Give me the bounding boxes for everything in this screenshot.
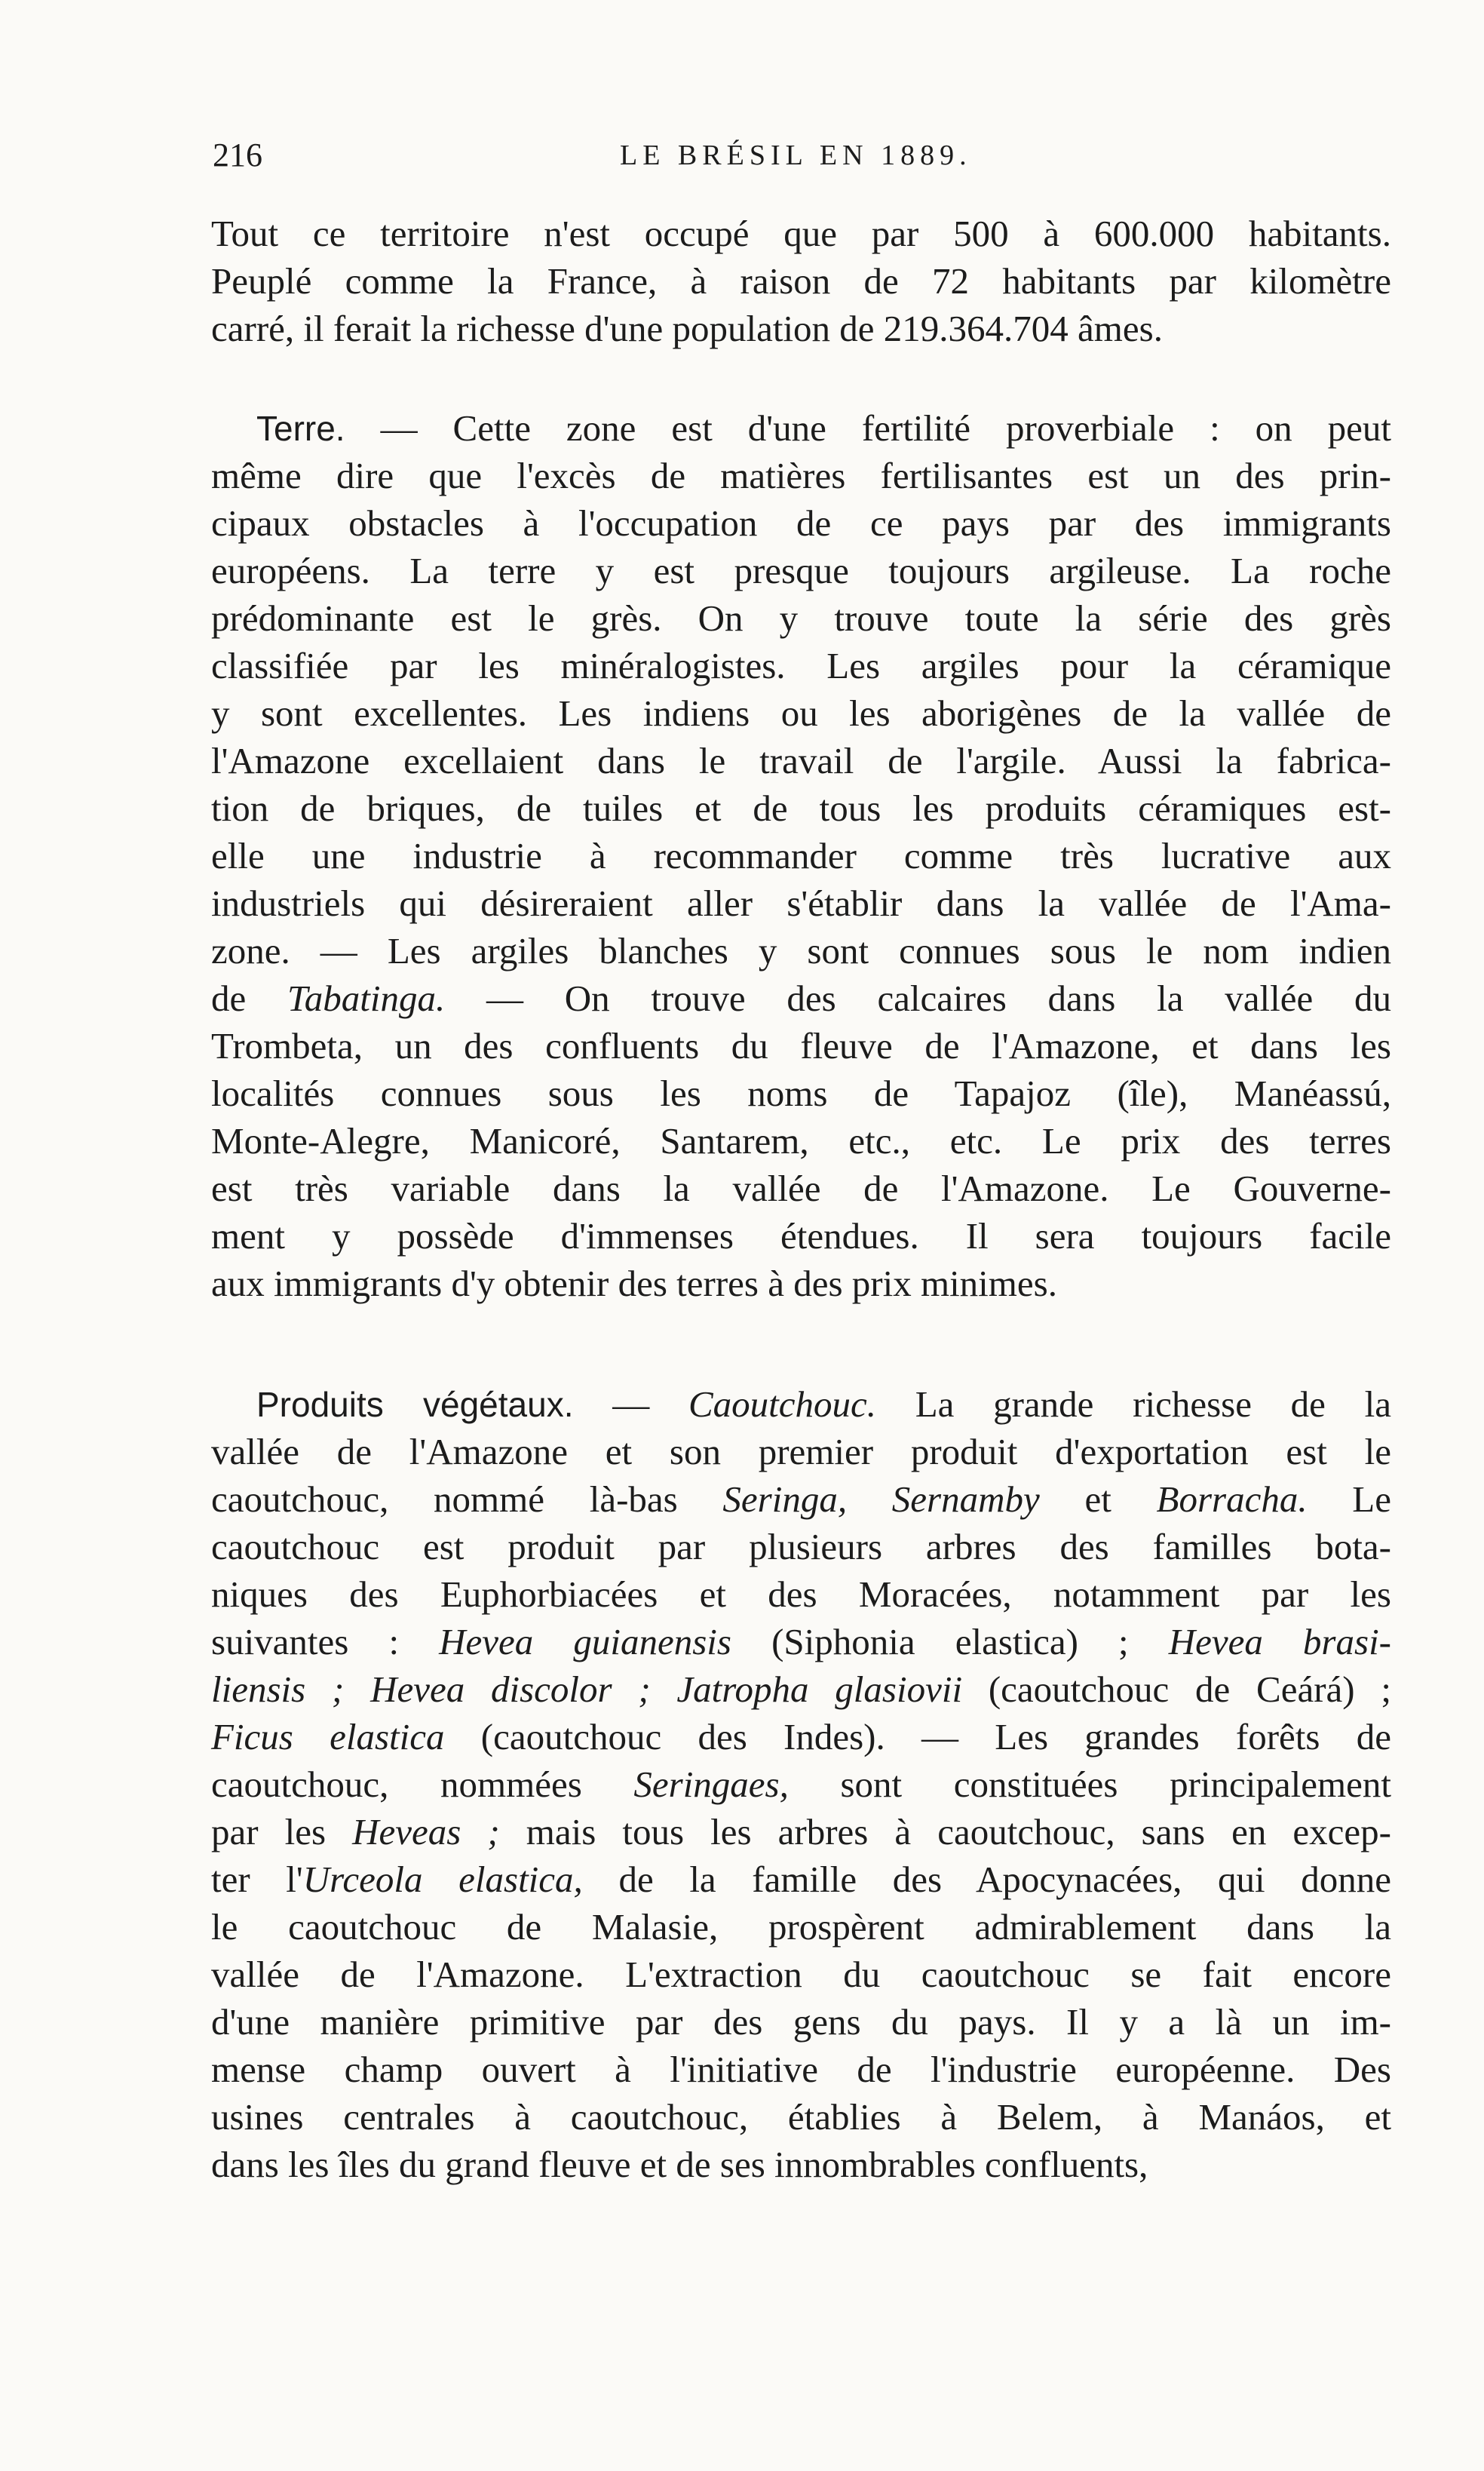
text-segment: localités connues sous les noms de Tapajoz (île), Manéassú,: [211, 1073, 1391, 1114]
text-segment: — On trouve des calcaires dans la vallée du: [445, 978, 1391, 1019]
text-segment: par les: [211, 1811, 353, 1852]
text-line: [211, 1570, 1391, 1618]
text-segment: (caoutchouc des Indes). — Les grandes forêts de: [444, 1716, 1391, 1757]
text-line: [211, 1117, 1391, 1165]
text-segment: La grande richesse de la: [875, 1383, 1392, 1425]
text-segment: y sont excellentes. Les indiens ou les aborigènes de la vallée de: [211, 692, 1391, 734]
text-segment: mais tous les arbres à caoutchouc, sans en excep-: [499, 1811, 1391, 1852]
text-line: [211, 1618, 1391, 1665]
text-segment: classifiée par les minéralogistes. Les argiles pour la céramique: [211, 645, 1391, 686]
text-line: [211, 2141, 1391, 2188]
text-segment: européens. La terre y est presque toujours argileuse. La roche: [211, 550, 1391, 591]
text-line: [211, 1165, 1391, 1212]
text-segment: cipaux obstacles à l'occupation de ce pays par des immigrants: [211, 502, 1391, 544]
text-segment: — Cette zone est d'une fertilité proverbiale : on peut: [345, 407, 1391, 449]
italic-text: Seringa, Sernamby: [722, 1478, 1040, 1520]
text-segment: Tout ce territoire n'est occupé que par 500 à 600.000 habitants.: [211, 213, 1391, 254]
text-line: [211, 1523, 1391, 1570]
text-segment: Trombeta, un des confluents du fleuve de l'Amazone, et dans les: [211, 1025, 1391, 1067]
paragraph-produits-vegetaux: [211, 1380, 1391, 2188]
text-segment: elle une industrie à recommander comme très lucrative aux: [211, 835, 1391, 876]
text-segment: Peuplé comme la France, à raison de 72 habitants par kilomètre: [211, 260, 1391, 302]
text-line: [211, 1070, 1391, 1117]
text-segment: et: [1039, 1478, 1157, 1520]
italic-text: Seringaes,: [633, 1763, 789, 1805]
text-line: [211, 305, 1391, 352]
italic-text: Borracha.: [1156, 1478, 1308, 1520]
text-segment: prédominante est le grès. On y trouve toute la série des grès: [211, 597, 1391, 639]
italic-text: liensis ; Hevea discolor ; Jatropha glasiovii: [211, 1668, 963, 1710]
text-segment: (Siphonia elastica) ;: [731, 1621, 1169, 1662]
text-line: [211, 1856, 1391, 1903]
running-head: [213, 136, 1389, 189]
text-line: [211, 784, 1391, 832]
text-segment: zone. — Les argiles blanches y sont connues sous le nom indien: [211, 930, 1391, 972]
text-line: [211, 1260, 1391, 1307]
text-line: [211, 1475, 1391, 1523]
text-line: [211, 737, 1391, 784]
text-line: [211, 452, 1391, 499]
text-segment: carré, il ferait la richesse d'une population de 219.364.704 âmes.: [211, 308, 1163, 349]
text-line: [211, 210, 1391, 257]
text-segment: caoutchouc est produit par plusieurs arbres des familles bota-: [211, 1526, 1391, 1567]
text-line: [211, 404, 1391, 452]
text-line: [211, 1212, 1391, 1260]
text-line: [211, 1808, 1391, 1856]
text-segment: est très variable dans la vallée de l'Amazone. Le Gouverne-: [211, 1168, 1391, 1209]
text-segment: même dire que l'excès de matières fertilisantes est un des prin-: [211, 455, 1391, 496]
section-heading: Terre.: [256, 409, 345, 448]
paragraph-population: [211, 210, 1391, 352]
italic-text: Heveas ;: [352, 1811, 500, 1852]
italic-text: Hevea brasi-: [1168, 1621, 1392, 1662]
text-line: [211, 832, 1391, 879]
italic-text: Urceola elastica,: [302, 1859, 583, 1900]
text-line: [211, 689, 1391, 737]
text-segment: dans les îles du grand fleuve et de ses innombrables confluents,: [211, 2144, 1148, 2185]
running-title: LE BRÉSIL EN 1889.: [620, 140, 972, 171]
text-segment: aux immigrants d'y obtenir des terres à des prix minimes.: [211, 1263, 1057, 1304]
italic-text: Ficus elastica: [211, 1716, 445, 1757]
text-segment: d'une manière primitive par des gens du pays. Il y a là un im-: [211, 2001, 1391, 2043]
page-number: 216: [213, 137, 262, 173]
text-segment: Monte-Alegre, Manicoré, Santarem, etc., etc. Le prix des terres: [211, 1120, 1391, 1162]
text-segment: usines centrales à caoutchouc, établies à Belem, à Manáos, et: [211, 2096, 1391, 2138]
italic-text: Caoutchouc.: [688, 1383, 876, 1425]
text-line: [211, 1951, 1391, 1998]
text-segment: ment y possède d'immenses étendues. Il sera toujours facile: [211, 1215, 1391, 1257]
text-line: [211, 1903, 1391, 1951]
text-segment: tion de briques, de tuiles et de tous les produits céramiques est-: [211, 787, 1391, 829]
text-segment: caoutchouc, nommées: [211, 1763, 634, 1805]
text-segment: suivantes :: [211, 1621, 440, 1662]
text-segment: Le: [1307, 1478, 1391, 1520]
italic-text: Hevea guianensis: [439, 1621, 731, 1662]
text-segment: le caoutchouc de Malasie, prospèrent admirablement dans la: [211, 1906, 1391, 1948]
text-line: [211, 1760, 1391, 1808]
text-line: [211, 2046, 1391, 2093]
text-segment: industriels qui désireraient aller s'établir dans la vallée de l'Ama-: [211, 882, 1391, 924]
text-line: [211, 594, 1391, 642]
text-line: [211, 1665, 1391, 1713]
text-segment: mense champ ouvert à l'initiative de l'industrie européenne. Des: [211, 2049, 1391, 2090]
text-line: [211, 642, 1391, 689]
text-segment: ter l': [211, 1859, 303, 1900]
text-segment: l'Amazone excellaient dans le travail de l'argile. Aussi la fabrica-: [211, 740, 1391, 781]
text-line: [211, 975, 1391, 1022]
text-line: [211, 1022, 1391, 1070]
text-line: [211, 1428, 1391, 1475]
text-line: [211, 499, 1391, 547]
text-line: [211, 547, 1391, 594]
paragraph-terre: [211, 404, 1391, 1307]
text-line: [211, 879, 1391, 927]
italic-text: Tabatinga.: [287, 978, 446, 1019]
text-segment: caoutchouc, nommé là-bas: [211, 1478, 723, 1520]
text-segment: niques des Euphorbiacées et des Moracées, notamment par les: [211, 1573, 1391, 1615]
text-segment: de la famille des Apocynacées, qui donne: [582, 1859, 1392, 1900]
text-line: [211, 2093, 1391, 2141]
text-segment: vallée de l'Amazone. L'extraction du caoutchouc se fait encore: [211, 1954, 1391, 1995]
text-line: [211, 257, 1391, 305]
text-segment: sont constituées principalement: [788, 1763, 1391, 1805]
text-line: [211, 927, 1391, 975]
text-line: [211, 1380, 1391, 1428]
text-segment: (caoutchouc de Ceárá) ;: [962, 1668, 1391, 1710]
text-segment: —: [573, 1383, 688, 1425]
text-segment: de: [211, 978, 288, 1019]
text-segment: vallée de l'Amazone et son premier produit d'exportation est le: [211, 1431, 1391, 1472]
section-heading: Produits végétaux.: [256, 1385, 574, 1424]
text-line: [211, 1998, 1391, 2046]
text-line: [211, 1713, 1391, 1760]
